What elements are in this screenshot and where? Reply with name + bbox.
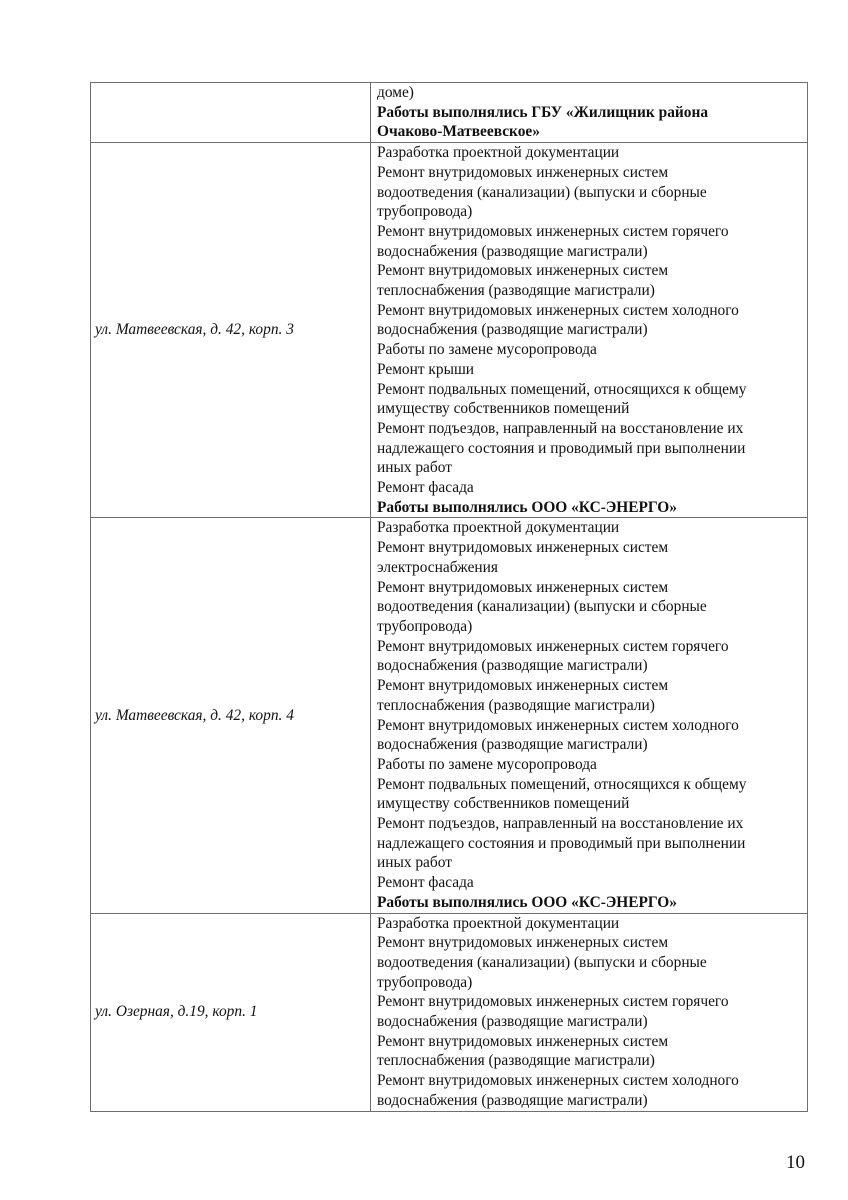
work-item: Ремонт подъездов, направленный на восстановление их — [377, 815, 744, 833]
work-item: иных работ — [377, 854, 452, 872]
work-item: Ремонт внутридомовых инженерных систем — [377, 1032, 669, 1050]
work-item: надлежащего состояния и проводимый при выполнении — [377, 439, 746, 457]
works-cell — [371, 83, 808, 143]
work-item: Ремонт внутридомовых инженерных систем холодного — [377, 716, 739, 734]
work-item: Разработка проектной документации — [377, 519, 620, 537]
work-item: Ремонт подвальных помещений, относящихся к общему — [377, 380, 747, 398]
work-item: Ремонт внутридомовых инженерных систем холодного — [377, 301, 739, 319]
work-item: Ремонт внутридомовых инженерных систем горячего — [377, 637, 729, 655]
work-item: водоотведения (канализации) (выпуски и сборные — [377, 953, 707, 971]
work-item: Ремонт подвальных помещений, относящихся к общему — [377, 775, 747, 793]
work-item: Ремонт крыши — [377, 360, 475, 378]
work-item: Ремонт внутридомовых инженерных систем — [377, 262, 669, 280]
work-item: Работы по замене мусоропровода — [377, 755, 597, 773]
work-item: теплоснабжения (разводящие магистрали) — [377, 1052, 655, 1070]
works-table — [90, 82, 808, 1112]
work-item: трубопровода) — [377, 203, 473, 221]
work-item: Ремонт фасада — [377, 874, 474, 892]
table-row — [91, 913, 808, 1111]
page-number: 10 — [786, 1152, 805, 1173]
work-item: водоснабжения (разводящие магистрали) — [377, 657, 648, 675]
work-item: имуществу собственников помещений — [377, 400, 630, 418]
address-cell: ул. Матвеевская, д. 42, корп. 4 — [91, 518, 371, 913]
work-item: водоотведения (канализации) (выпуски и сборные — [377, 598, 707, 616]
table-row — [91, 143, 808, 518]
work-item: Ремонт фасада — [377, 479, 474, 497]
work-item: Ремонт внутридомовых инженерных систем — [377, 539, 669, 557]
work-item: водоотведения (канализации) (выпуски и сборные — [377, 183, 707, 201]
address-cell: ул. Озерная, д.19, корп. 1 — [91, 913, 371, 1111]
work-item: Ремонт внутридомовых инженерных систем — [377, 677, 669, 695]
work-item: имуществу собственников помещений — [377, 795, 630, 813]
address-cell — [91, 83, 371, 143]
works-cell — [371, 143, 808, 518]
works-cell — [371, 518, 808, 913]
work-item: Ремонт внутридомовых инженерных систем холодного — [377, 1072, 739, 1090]
work-item: доме) — [377, 84, 414, 101]
work-item: водоснабжения (разводящие магистрали) — [377, 1091, 648, 1109]
work-item: Разработка проектной документации — [377, 914, 620, 932]
work-item: трубопровода) — [377, 973, 473, 991]
contractor-line: Очаково-Матвеевское» — [377, 123, 540, 141]
table-row — [91, 83, 808, 143]
work-item: электроснабжения — [377, 558, 498, 576]
work-item: водоснабжения (разводящие магистрали) — [377, 1013, 648, 1031]
works-cell — [371, 913, 808, 1111]
work-item: Ремонт внутридомовых инженерных систем — [377, 934, 669, 952]
work-item: теплоснабжения (разводящие магистрали) — [377, 696, 655, 714]
work-item: надлежащего состояния и проводимый при выполнении — [377, 834, 746, 852]
work-item: теплоснабжения (разводящие магистрали) — [377, 282, 655, 300]
table-row — [91, 518, 808, 913]
contractor-line: Работы выполнялись ГБУ «Жилищник района — [377, 103, 709, 121]
work-item: водоснабжения (разводящие магистрали) — [377, 736, 648, 754]
work-item: Ремонт внутридомовых инженерных систем — [377, 163, 669, 181]
work-item: водоснабжения (разводящие магистрали) — [377, 242, 648, 260]
work-item: Ремонт подъездов, направленный на восстановление их — [377, 419, 744, 437]
work-item: водоснабжения (разводящие магистрали) — [377, 321, 648, 339]
work-item: Ремонт внутридомовых инженерных систем горячего — [377, 222, 729, 240]
work-item: иных работ — [377, 459, 452, 477]
contractor-line: Работы выполнялись ООО «КС-ЭНЕРГО» — [377, 893, 677, 911]
work-item: Работы по замене мусоропровода — [377, 341, 597, 359]
address-cell: ул. Матвеевская, д. 42, корп. 3 — [91, 143, 371, 518]
work-item: Разработка проектной документации — [377, 144, 620, 162]
works-table-body — [91, 83, 808, 1112]
work-item: трубопровода) — [377, 617, 473, 635]
work-item: Ремонт внутридомовых инженерных систем горячего — [377, 993, 729, 1011]
work-item: Ремонт внутридомовых инженерных систем — [377, 578, 669, 596]
contractor-line: Работы выполнялись ООО «КС-ЭНЕРГО» — [377, 498, 677, 516]
